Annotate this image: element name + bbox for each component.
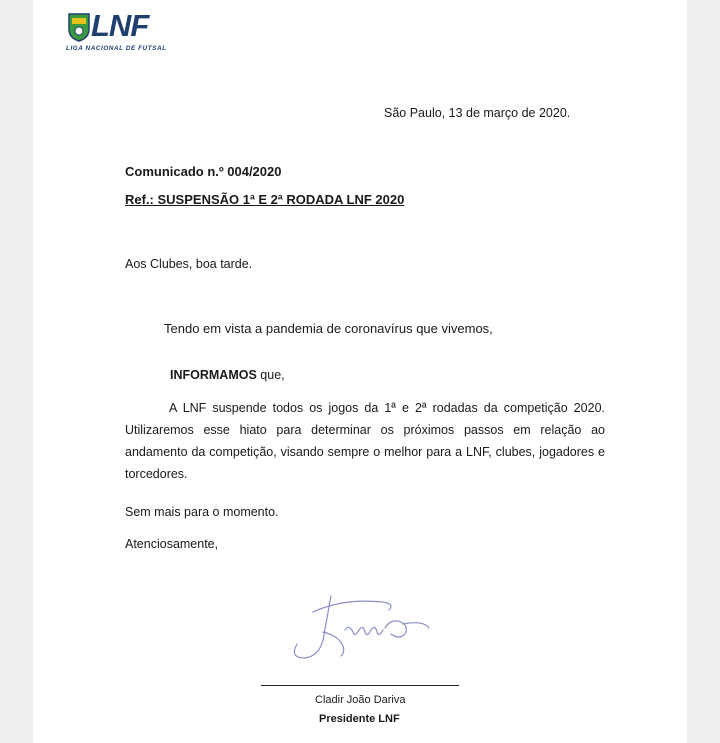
- letter-date: São Paulo, 13 de março de 2020.: [384, 106, 571, 120]
- closing-line: Sem mais para o momento.: [125, 505, 279, 519]
- inform-rest: que,: [256, 368, 285, 382]
- signatory-name: Cladir João Dariva: [315, 694, 406, 706]
- greeting: Aos Clubes, boa tarde.: [125, 257, 253, 271]
- logo-letters: LNF: [91, 8, 149, 43]
- paragraph-context: Tendo em vista a pandemia de coronavírus que vivemos,: [164, 321, 493, 336]
- closing-salutation: Atenciosamente,: [125, 537, 219, 551]
- lnf-emblem-icon: [66, 12, 92, 42]
- lnf-logo: [66, 8, 176, 54]
- logo-subtitle: LIGA NACIONAL DE FUTSAL: [66, 45, 167, 52]
- signature-line: [261, 685, 459, 686]
- paragraph-inform: [170, 368, 285, 382]
- signatory-title: Presidente LNF: [319, 713, 400, 725]
- communique-subject: Ref.: SUSPENSÃO 1ª E 2ª RODADA LNF 2020: [125, 192, 405, 207]
- inform-keyword: INFORMAMOS: [170, 368, 257, 382]
- handwritten-signature: [283, 588, 433, 668]
- paragraph-announcement: A LNF suspende todos os jogos da 1ª e 2ª rodadas da competição 2020. Utilizaremos esse hiato para determinar os próximos passos em relação ao andamento da competição, visando sempre o melhor para a LNF, clubes, jogadores e torcedores.: [125, 401, 605, 481]
- communique-number: Comunicado n.º 004/2020: [125, 164, 282, 179]
- letter-page: [33, 0, 687, 743]
